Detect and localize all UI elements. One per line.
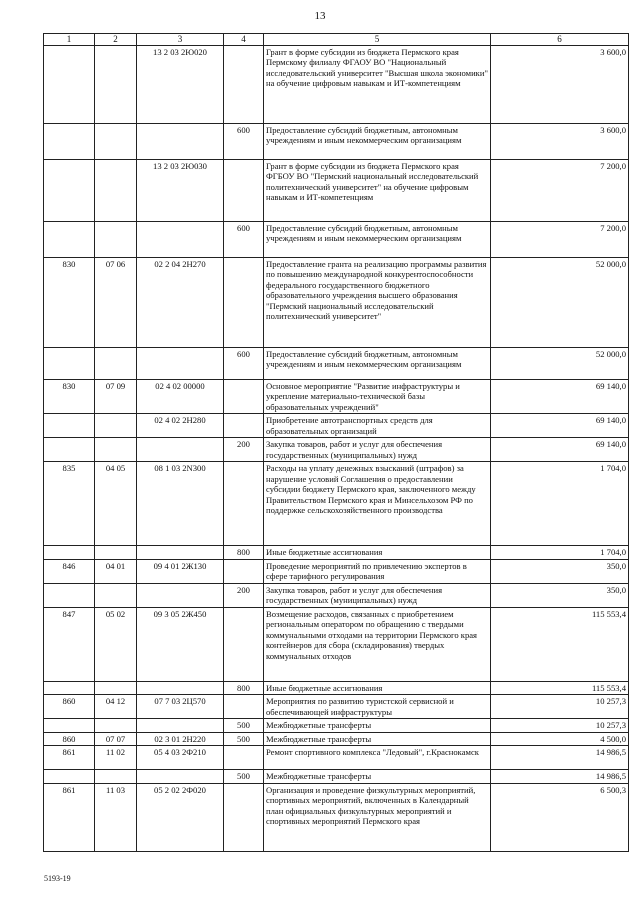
cell-description: Предоставление субсидий бюджетным, автономным учреждениям и иным некоммерческим организациям	[264, 221, 491, 257]
cell-expense-type: 200	[224, 583, 264, 607]
cell-admin-code	[44, 159, 95, 221]
table-row	[44, 719, 629, 732]
cell-description: Ремонт спортивного комплекса "Ледовый", г.Краснокамск	[264, 746, 491, 770]
cell-target-article	[137, 123, 224, 159]
cell-admin-code	[44, 681, 95, 694]
cell-admin-code	[44, 414, 95, 438]
cell-expense-type: 500	[224, 732, 264, 745]
cell-section	[95, 123, 137, 159]
cell-expense-type	[224, 607, 264, 681]
cell-admin-code	[44, 221, 95, 257]
cell-expense-type	[224, 746, 264, 770]
cell-expense-type	[224, 695, 264, 719]
cell-section	[95, 719, 137, 732]
cell-target-article: 02 4 02 2Н280	[137, 414, 224, 438]
cell-amount: 14 986,5	[491, 746, 629, 770]
cell-expense-type: 600	[224, 221, 264, 257]
document-code: 5193-19	[44, 874, 71, 883]
cell-admin-code: 847	[44, 607, 95, 681]
cell-section	[95, 221, 137, 257]
cell-amount: 69 140,0	[491, 414, 629, 438]
cell-admin-code	[44, 45, 95, 123]
cell-admin-code	[44, 347, 95, 379]
cell-section: 07 09	[95, 379, 137, 413]
table-row	[44, 159, 629, 221]
cell-description: Грант в форме субсидии из бюджета Пермского края Пермскому филиалу ФГАОУ ВО "Национальный исследовательский университет "Высшая школа экономики" на обучение цифровым навыкам и ИТ-компетенциям	[264, 45, 491, 123]
cell-section: 04 05	[95, 462, 137, 546]
cell-section: 04 12	[95, 695, 137, 719]
header-col-5: 5	[264, 34, 491, 46]
table-header-row	[44, 34, 629, 46]
cell-amount: 1 704,0	[491, 546, 629, 559]
table-row	[44, 559, 629, 583]
cell-section: 11 02	[95, 746, 137, 770]
cell-section: 11 03	[95, 783, 137, 851]
cell-amount: 350,0	[491, 559, 629, 583]
cell-amount: 69 140,0	[491, 438, 629, 462]
cell-admin-code: 835	[44, 462, 95, 546]
table-row	[44, 379, 629, 413]
cell-admin-code	[44, 123, 95, 159]
cell-target-article	[137, 681, 224, 694]
cell-target-article: 05 2 02 2Ф020	[137, 783, 224, 851]
table-row	[44, 462, 629, 546]
cell-target-article: 02 3 01 2Н220	[137, 732, 224, 745]
cell-target-article	[137, 546, 224, 559]
cell-amount: 7 200,0	[491, 221, 629, 257]
header-col-4: 4	[224, 34, 264, 46]
cell-expense-type	[224, 462, 264, 546]
cell-target-article: 13 2 03 2Ю020	[137, 45, 224, 123]
cell-target-article	[137, 221, 224, 257]
cell-section	[95, 681, 137, 694]
table-row	[44, 695, 629, 719]
table-row	[44, 257, 629, 347]
cell-expense-type	[224, 159, 264, 221]
cell-admin-code: 830	[44, 379, 95, 413]
cell-expense-type: 600	[224, 123, 264, 159]
cell-section: 05 02	[95, 607, 137, 681]
cell-target-article: 08 1 03 2N300	[137, 462, 224, 546]
cell-amount: 6 500,3	[491, 783, 629, 851]
cell-description: Закупка товаров, работ и услуг для обеспечения государственных (муниципальных) нужд	[264, 438, 491, 462]
cell-description: Иные бюджетные ассигнования	[264, 546, 491, 559]
cell-amount: 52 000,0	[491, 257, 629, 347]
cell-amount: 10 257,3	[491, 695, 629, 719]
cell-target-article	[137, 347, 224, 379]
cell-target-article: 05 4 03 2Ф210	[137, 746, 224, 770]
cell-description: Межбюджетные трансферты	[264, 719, 491, 732]
cell-admin-code	[44, 770, 95, 783]
cell-expense-type: 500	[224, 719, 264, 732]
cell-target-article	[137, 719, 224, 732]
table-row	[44, 123, 629, 159]
cell-amount: 4 500,0	[491, 732, 629, 745]
cell-description: Грант в форме субсидии из бюджета Пермского края ФГБОУ ВО "Пермский национальный исследовательский политехнический университет" на обучение цифровым навыкам и ИТ-компетенциям	[264, 159, 491, 221]
cell-amount: 69 140,0	[491, 379, 629, 413]
cell-expense-type	[224, 45, 264, 123]
table-row	[44, 347, 629, 379]
cell-description: Возмещение расходов, связанных с приобретением региональным оператором по обращению с твердыми коммунальными отходами на территории Пермского края контейнеров для сбора (складирования) твердых коммунальных отходов	[264, 607, 491, 681]
cell-amount: 3 600,0	[491, 45, 629, 123]
cell-amount: 115 553,4	[491, 681, 629, 694]
cell-expense-type: 500	[224, 770, 264, 783]
cell-expense-type: 800	[224, 681, 264, 694]
table-row	[44, 583, 629, 607]
cell-section	[95, 347, 137, 379]
header-col-2: 2	[95, 34, 137, 46]
cell-admin-code: 861	[44, 746, 95, 770]
cell-description: Закупка товаров, работ и услуг для обеспечения государственных (муниципальных) нужд	[264, 583, 491, 607]
cell-admin-code: 860	[44, 695, 95, 719]
cell-admin-code	[44, 719, 95, 732]
cell-expense-type	[224, 414, 264, 438]
budget-table	[43, 33, 629, 852]
cell-description: Основное мероприятие "Развитие инфраструктуры и укрепление материально-технической базы образовательных учреждений"	[264, 379, 491, 413]
cell-target-article: 13 2 03 2Ю030	[137, 159, 224, 221]
table-row	[44, 221, 629, 257]
cell-amount: 10 257,3	[491, 719, 629, 732]
cell-expense-type: 600	[224, 347, 264, 379]
cell-amount: 350,0	[491, 583, 629, 607]
header-col-6: 6	[491, 34, 629, 46]
cell-expense-type	[224, 559, 264, 583]
cell-section	[95, 546, 137, 559]
cell-description: Расходы на уплату денежных взысканий (штрафов) за нарушение условий Соглашения о предоставлении субсидии бюджету Пермского края, заключенного между Правительством Пермского края и Минсельхозом РФ по поддержке сельскохозяйственного производства	[264, 462, 491, 546]
page-number: 13	[314, 10, 326, 22]
table-row	[44, 414, 629, 438]
cell-admin-code	[44, 438, 95, 462]
cell-description: Предоставление субсидий бюджетным, автономным учреждениям и иным некоммерческим организациям	[264, 347, 491, 379]
cell-section	[95, 414, 137, 438]
cell-section	[95, 159, 137, 221]
cell-description: Межбюджетные трансферты	[264, 732, 491, 745]
cell-amount: 7 200,0	[491, 159, 629, 221]
cell-target-article: 02 4 02 00000	[137, 379, 224, 413]
cell-amount: 115 553,4	[491, 607, 629, 681]
table-row	[44, 732, 629, 745]
table-row	[44, 607, 629, 681]
cell-expense-type	[224, 783, 264, 851]
cell-target-article	[137, 583, 224, 607]
cell-amount: 1 704,0	[491, 462, 629, 546]
cell-description: Проведение мероприятий по привлечению экспертов в сфере тарифного регулирования	[264, 559, 491, 583]
cell-expense-type: 800	[224, 546, 264, 559]
cell-target-article: 02 2 04 2Н270	[137, 257, 224, 347]
cell-expense-type: 200	[224, 438, 264, 462]
header-col-3: 3	[137, 34, 224, 46]
table-row	[44, 438, 629, 462]
cell-admin-code	[44, 546, 95, 559]
cell-target-article: 09 4 01 2Ж130	[137, 559, 224, 583]
cell-section	[95, 583, 137, 607]
table-row	[44, 746, 629, 770]
cell-description: Иные бюджетные ассигнования	[264, 681, 491, 694]
cell-admin-code: 860	[44, 732, 95, 745]
cell-section: 04 01	[95, 559, 137, 583]
cell-admin-code: 861	[44, 783, 95, 851]
cell-section: 07 06	[95, 257, 137, 347]
cell-admin-code	[44, 583, 95, 607]
cell-description: Предоставление гранта на реализацию программы развития по повышению международной конкурентоспособности федерального государственного бюджетного образовательного учреждения высшего образования "Пермский национальный исследовательский политехнический университет"	[264, 257, 491, 347]
cell-target-article	[137, 438, 224, 462]
header-col-1: 1	[44, 34, 95, 46]
cell-section: 07 07	[95, 732, 137, 745]
table-row	[44, 783, 629, 851]
cell-section	[95, 45, 137, 123]
cell-expense-type	[224, 257, 264, 347]
cell-description: Предоставление субсидий бюджетным, автономным учреждениям и иным некоммерческим организациям	[264, 123, 491, 159]
cell-amount: 3 600,0	[491, 123, 629, 159]
cell-target-article: 09 3 05 2Ж450	[137, 607, 224, 681]
table-row	[44, 45, 629, 123]
cell-target-article	[137, 770, 224, 783]
table-row	[44, 546, 629, 559]
cell-admin-code: 830	[44, 257, 95, 347]
cell-description: Мероприятия по развитию туристской сервисной и обеспечивающей инфраструктуры	[264, 695, 491, 719]
cell-section	[95, 438, 137, 462]
cell-description: Организация и проведение физкультурных мероприятий, спортивных мероприятий, включенных в Календарный план официальных физкультурных мероприятий и спортивных мероприятий Пермского края	[264, 783, 491, 851]
cell-description: Межбюджетные трансферты	[264, 770, 491, 783]
table-row	[44, 681, 629, 694]
cell-amount: 14 986,5	[491, 770, 629, 783]
cell-amount: 52 000,0	[491, 347, 629, 379]
cell-target-article: 07 7 03 2Ц570	[137, 695, 224, 719]
table-row	[44, 770, 629, 783]
cell-section	[95, 770, 137, 783]
cell-expense-type	[224, 379, 264, 413]
cell-description: Приобретение автотранспортных средств для образовательных организаций	[264, 414, 491, 438]
cell-admin-code: 846	[44, 559, 95, 583]
